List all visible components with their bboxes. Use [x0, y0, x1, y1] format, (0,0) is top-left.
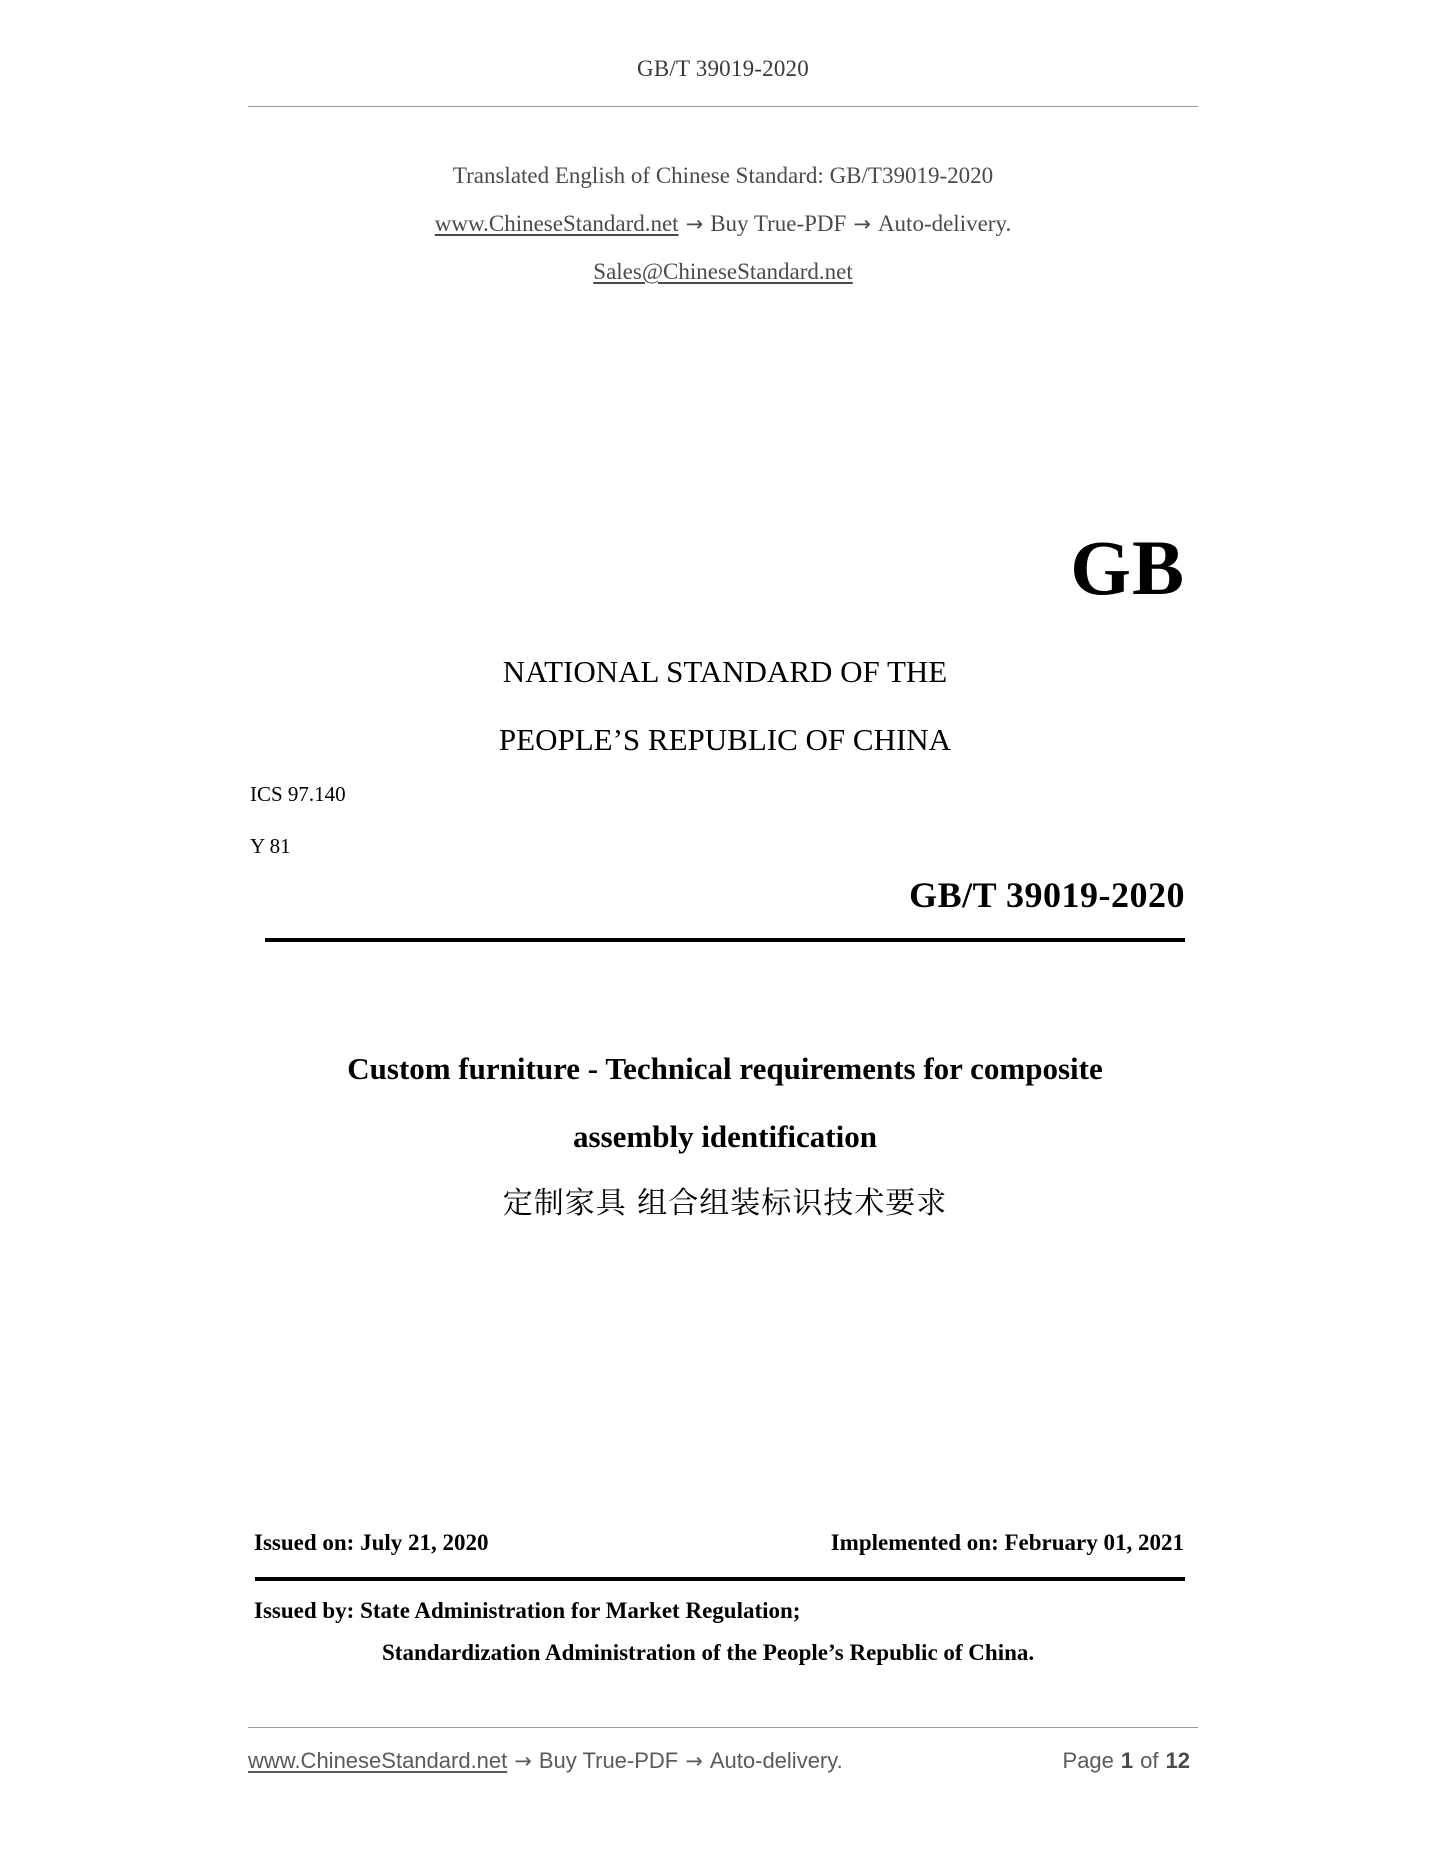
footer-arrow-right-icon-2: →: [685, 1749, 703, 1773]
title-english-line2: assembly identification: [573, 1119, 877, 1154]
sales-email-link[interactable]: Sales@ChineseStandard.net: [593, 259, 853, 284]
auto-delivery-text: Auto-delivery.: [877, 211, 1012, 236]
document-title-chinese: 定制家具 组合组装标识技术要求: [502, 1186, 948, 1221]
document-title-english: [265, 1035, 1185, 1171]
page-total: 12: [1165, 1748, 1190, 1773]
issuing-bodies: [254, 1590, 1184, 1674]
page-footer: [248, 1748, 1198, 1774]
page-indicator: [1063, 1748, 1198, 1774]
footer-website-link[interactable]: www.ChineseStandard.net: [248, 1748, 508, 1773]
footer-divider: [248, 1727, 1198, 1728]
ccs-code: Y 81: [250, 834, 291, 858]
running-header: GB/T 39019-2020: [637, 56, 809, 81]
translation-notice-line: Translated English of Chinese Standard: GB/T39019-2020: [452, 163, 994, 188]
national-standard-line2: PEOPLE’S REPUBLIC OF CHINA: [498, 722, 952, 757]
classification-block: [250, 768, 346, 872]
of-label: of: [1140, 1748, 1159, 1773]
issued-on-date: Issued on: July 21, 2020: [254, 1530, 489, 1555]
website-link[interactable]: www.ChineseStandard.net: [434, 211, 679, 236]
implemented-on-date: Implemented on: February 01, 2021: [830, 1530, 1184, 1555]
title-english-line1: Custom furniture - Technical requirements for composite: [347, 1051, 1103, 1086]
arrow-right-icon-2: →: [853, 212, 871, 236]
dates-rule: [255, 1577, 1185, 1581]
gb-emblem: GB: [1070, 524, 1185, 611]
buy-true-pdf-text: Buy True-PDF: [710, 211, 847, 236]
translation-notice: [248, 152, 1198, 296]
footer-auto-delivery-text: Auto-delivery.: [709, 1748, 843, 1773]
header-divider: [248, 106, 1198, 107]
standard-number: GB/T 39019-2020: [909, 875, 1185, 915]
sales-email-line: [248, 248, 1198, 296]
dates-row: [254, 1530, 1184, 1556]
page-number: 1: [1120, 1748, 1134, 1773]
page-label: Page: [1062, 1748, 1114, 1773]
footer-arrow-right-icon: →: [514, 1749, 532, 1773]
footer-promo: [248, 1748, 843, 1774]
footer-buy-true-pdf-text: Buy True-PDF: [538, 1748, 679, 1773]
standard-number-rule: [265, 938, 1185, 942]
issuing-body-line2: Standardization Administration of the People’s Republic of China.: [382, 1640, 1035, 1665]
ics-code: ICS 97.140: [250, 782, 346, 806]
national-standard-caption: [265, 638, 1185, 774]
website-promo-line: [248, 200, 1198, 248]
arrow-right-icon: →: [685, 212, 704, 236]
national-standard-line1: NATIONAL STANDARD OF THE: [502, 654, 948, 689]
issuing-body-line1: Issued by: State Administration for Market Regulation;: [254, 1598, 801, 1623]
